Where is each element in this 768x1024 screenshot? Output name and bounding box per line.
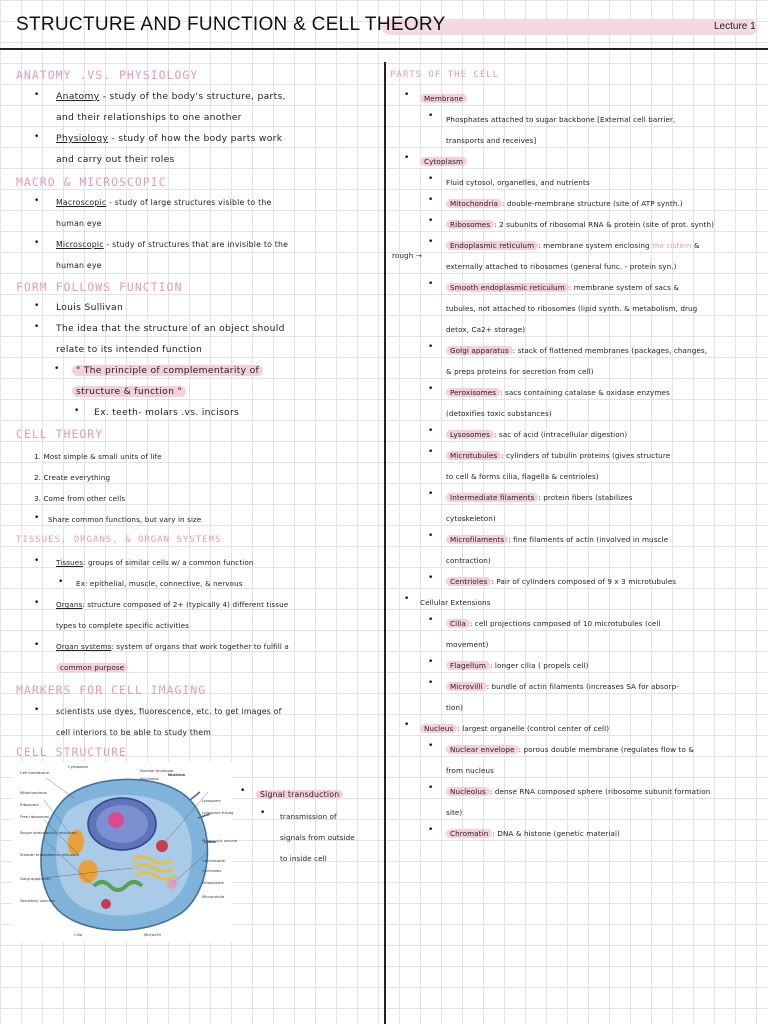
- bullet: •: [428, 447, 434, 457]
- form-heading: FORM FOLLOWS FUNCTION: [16, 280, 183, 294]
- form-quote-2: structure & function ": [72, 386, 186, 397]
- markers-line-2: cell interiors to be able to study them: [56, 728, 212, 737]
- ribo-def: : 2 subunits of ribosomal RNA & protein (site of prot. synth): [494, 220, 715, 229]
- bullet: •: [34, 196, 40, 206]
- lecture-number: Lecture 1: [714, 21, 756, 32]
- bullet: •: [428, 342, 434, 352]
- bullet: •: [428, 426, 434, 436]
- label-nucleus: Nucleus: [168, 772, 185, 777]
- bullet: •: [404, 90, 410, 100]
- bullet: •: [428, 216, 434, 226]
- bullet: •: [428, 678, 434, 688]
- inter-def-1: : protein fibers (stabilizes: [538, 493, 633, 502]
- membrane-def-1: Phosphates attached to sugar backbone [External cell barrier,: [446, 115, 676, 124]
- golgi-line-1: [446, 345, 707, 356]
- ser-def-3: detox, Ca2+ storage): [446, 325, 526, 334]
- er-term: Endoplasmic reticulum: [446, 241, 538, 250]
- cilia-line-1: [446, 618, 661, 629]
- nucleus-term: Nucleus: [420, 724, 457, 733]
- cell-diagram: [12, 762, 238, 942]
- label-smooth-er: Smooth endoplasmic reticulum: [20, 852, 80, 857]
- label-centrosome: Centrosome: [202, 858, 226, 863]
- macro-line-1: [56, 197, 271, 208]
- bullet: •: [240, 786, 246, 796]
- nucleolus-def-2: site): [446, 808, 463, 817]
- tissues-def: : groups of similar cells w/ a common function: [83, 558, 254, 567]
- ser-def-2: tubules, not attached to ribosomes (lipid synth. & metabolism, drug: [446, 304, 698, 313]
- er-cisterns: the cistern: [652, 241, 692, 250]
- bullet: •: [34, 513, 40, 523]
- form-line-4: Ex. teeth- molars .vs. incisors: [94, 407, 240, 418]
- macro-term: Macroscopic: [56, 198, 107, 207]
- organs-def-2: types to complete specific activities: [56, 621, 189, 630]
- label-microvilli: Microvilli: [144, 932, 161, 937]
- nucleus-line: [420, 723, 609, 734]
- markers-heading: MARKERS FOR CELL IMAGING: [16, 683, 207, 697]
- bullet: •: [428, 657, 434, 667]
- bullet: •: [428, 741, 434, 751]
- lyso-term: Lysosomes: [446, 430, 494, 439]
- bullet: •: [428, 174, 434, 184]
- label-nucleolus: Nucleolus: [140, 776, 159, 781]
- flag-term: Flagellum: [446, 661, 490, 670]
- cytoplasm-line: [420, 156, 467, 167]
- bullet: •: [58, 577, 64, 587]
- label-peroxisome: Peroxisome: [202, 880, 224, 885]
- golgi-def-1: : stack of flattened membranes (packages, changes,: [512, 346, 708, 355]
- cilia-term: Cilia: [446, 619, 470, 628]
- microtubules-def-2: to cell & forms cilia, flagella & centrioles): [446, 472, 599, 481]
- label-lysosome: Lysosome: [202, 798, 221, 803]
- er-def-1-end: &: [693, 241, 700, 250]
- cytoplasm-term: Cytoplasm: [420, 157, 467, 166]
- ribo-term: Ribosomes: [446, 220, 494, 229]
- nenv-def-1: : porous double membrane (regulates flow to &: [518, 745, 694, 754]
- golgi-def-2: & preps proteins for secretion from cell): [446, 367, 594, 376]
- macro-def-1: - study of large structures visible to the: [109, 198, 272, 207]
- anatomy-heading: ANATOMY .VS. PHYSIOLOGY: [16, 68, 199, 82]
- form-line-3b: [72, 386, 186, 397]
- signal-line-3: to inside cell: [280, 854, 327, 863]
- flag-def: : longer cilia ( propels cell): [489, 661, 589, 670]
- bullet: •: [404, 153, 410, 163]
- tissues-heading: TISSUES, ORGANS, & ORGAN SYSTEMS: [16, 535, 222, 545]
- markers-line-1: scientists use dyes, fluorescence, etc. to get images of: [56, 707, 282, 716]
- tissues-line: [56, 557, 254, 568]
- perox-def-2: (detoxifies toxic substances): [446, 409, 552, 418]
- bullet: •: [428, 195, 434, 205]
- bullet: •: [34, 598, 40, 608]
- organs-def-1: : structure composed of 2+ (typically 4) different tissue: [82, 600, 289, 609]
- rough-note: rough →: [392, 251, 422, 260]
- er-def-2: externally attached to ribosomes (general func. - protein syn.): [446, 262, 677, 271]
- label-microtubule: Microtubule: [202, 894, 225, 899]
- microtubules-line-1: [446, 450, 670, 461]
- mito-term: Mitochondria: [446, 199, 502, 208]
- tissues-example: Ex: epithelial, muscle, connective, & nervous: [76, 579, 243, 588]
- lyso-line: [446, 429, 627, 440]
- form-quote-1: " The principle of complementarity of: [72, 365, 263, 376]
- organ-systems-def-2: common purpose: [56, 663, 128, 672]
- chromatin-line: [446, 828, 620, 839]
- signal-title: Signal transduction: [256, 790, 343, 799]
- label-lysosome-fusing: Lysosome fusing: [202, 810, 234, 815]
- macro-def-2: human eye: [56, 219, 102, 228]
- nucleolus-line-1: [446, 786, 710, 797]
- physiology-def-1: - study of how the body parts work: [111, 133, 283, 144]
- organ-systems-def-1: : system of organs that work together to fulfill a: [111, 642, 289, 651]
- cytoplasm-def: Fluid cytosol, organelles, and nutrients: [446, 178, 590, 187]
- bullet: •: [404, 720, 410, 730]
- anatomy-def-2: and their relationships to one another: [56, 112, 242, 123]
- bullet: •: [428, 573, 434, 583]
- parts-heading: PARTS OF THE CELL: [390, 70, 500, 80]
- bullet: •: [428, 531, 434, 541]
- label-ribosome: Ribosome: [20, 802, 39, 807]
- micro-def-2: human eye: [56, 261, 102, 270]
- signal-line-1: transmission of: [280, 812, 337, 821]
- microvilli-def-2: tion): [446, 703, 464, 712]
- inter-line-1: [446, 492, 632, 503]
- bullet: •: [34, 238, 40, 248]
- perox-line-1: [446, 387, 670, 398]
- bullet: •: [34, 556, 40, 566]
- nucleus-def: : largest organelle (control center of cell): [457, 724, 610, 733]
- microtubules-term: Microtubules: [446, 451, 501, 460]
- ser-term: Smooth endoplasmic reticulum: [446, 283, 569, 292]
- mito-line: [446, 198, 683, 209]
- vesicle-shape: [101, 899, 111, 909]
- form-line-1: Louis Sullivan: [56, 302, 124, 313]
- form-line-2a: The idea that the structure of an object should: [56, 323, 285, 334]
- bullet: •: [34, 90, 40, 100]
- bullet: •: [428, 783, 434, 793]
- bullet: •: [34, 705, 40, 715]
- ser-line-1: [446, 282, 679, 293]
- chromatin-term: Chromatin: [446, 829, 492, 838]
- label-nuclear-envelope: Nuclear envelope: [140, 768, 174, 773]
- micro-line-1: [56, 239, 288, 250]
- ser-def-1: : membrane system of sacs &: [568, 283, 680, 292]
- form-line-3a: [72, 365, 263, 376]
- organ-systems-line-2: [56, 662, 128, 673]
- anatomy-term: Anatomy: [56, 91, 100, 102]
- bullet: •: [428, 111, 434, 121]
- nucleolus-shape: [108, 812, 124, 828]
- bullet: •: [428, 825, 434, 835]
- microfil-def-1: : fine filaments of actin (involved in muscle: [508, 535, 669, 544]
- bullet: •: [34, 322, 40, 332]
- macro-heading: MACRO & MICROSCOPIC: [16, 175, 167, 189]
- centri-line: [446, 576, 676, 587]
- page-title: STRUCTURE AND FUNCTION & CELL THEORY: [16, 14, 446, 35]
- extensions-heading: Cellular Extensions: [420, 598, 491, 607]
- nenv-def-2: from nucleus: [446, 766, 494, 775]
- micro-def-1: - study of structures that are invisible to the: [106, 240, 289, 249]
- organ-systems-term: Organ systems: [56, 642, 112, 651]
- label-phagocytic-vesicle: Phagocytic vesicle: [202, 838, 238, 843]
- label-rough-er: Rough endoplasmic reticulum: [20, 830, 77, 835]
- label-secretory-vesicles: Secretory vesicles: [20, 898, 55, 903]
- bullet: •: [34, 640, 40, 650]
- page-header: [0, 0, 768, 56]
- membrane-def-2: transports and receives]: [446, 136, 537, 145]
- physiology-def-2: and carry out their roles: [56, 154, 175, 165]
- chromatin-def: : DNA & histone (genetic material): [492, 829, 620, 838]
- cell-theory-3: 3. Come from other cells: [34, 494, 126, 503]
- bullet: •: [428, 279, 434, 289]
- membrane-term: Membrane: [420, 94, 467, 103]
- organs-line-1: [56, 599, 288, 610]
- signal-line-2: signals from outside: [280, 833, 355, 842]
- organ-systems-line-1: [56, 641, 289, 652]
- golgi-term: Golgi apparatus: [446, 346, 513, 355]
- membrane-line: [420, 93, 467, 104]
- form-line-2b: relate to its intended function: [56, 344, 203, 355]
- bullet: •: [34, 301, 40, 311]
- perox-def-1: : sacs containing catalase & oxidase enzymes: [500, 388, 670, 397]
- bullet: •: [54, 364, 60, 374]
- er-def-1: : membrane system enclosing: [538, 241, 650, 250]
- microvilli-line-1: [446, 681, 679, 692]
- centri-term: Centrioles: [446, 577, 491, 586]
- bullet: •: [74, 406, 80, 416]
- bullet: •: [428, 615, 434, 625]
- label-golgi: Golgi apparatus: [20, 876, 51, 881]
- bullet: •: [428, 237, 434, 247]
- ribo-line: [446, 219, 714, 230]
- cell-theory-1: 1. Most simple & small units of life: [34, 452, 162, 461]
- label-cytoplasm: Cytoplasm: [68, 764, 89, 769]
- nenv-line-1: [446, 744, 694, 755]
- label-cell-membrane: Cell membrane: [20, 770, 50, 775]
- cilia-def-2: movement): [446, 640, 489, 649]
- microfil-line-1: [446, 534, 668, 545]
- bullet: •: [404, 594, 410, 604]
- microvilli-def-1: : bundle of actin filaments (increases SA for absorp-: [486, 682, 679, 691]
- bullet: •: [34, 132, 40, 142]
- er-line-1: [446, 240, 700, 251]
- bullet: •: [428, 489, 434, 499]
- microfil-term: Microfilaments: [446, 535, 508, 544]
- anatomy-line-1: [56, 91, 286, 102]
- inter-def-2: cytoskeleton): [446, 514, 496, 523]
- cilia-def-1: : cell projections composed of 10 microtubules (cell: [469, 619, 661, 628]
- physiology-term: Physiology: [56, 133, 109, 144]
- column-divider: [384, 62, 386, 1024]
- anatomy-def-1: - study of the body's structure, parts,: [102, 91, 286, 102]
- nenv-term: Nuclear envelope: [446, 745, 519, 754]
- microfil-def-2: contraction): [446, 556, 491, 565]
- cell-structure-heading: CELL STRUCTURE: [16, 745, 127, 759]
- bullet: •: [260, 808, 266, 818]
- bullet: •: [428, 384, 434, 394]
- nucleolus-def-1: : dense RNA composed sphere (ribosome subunit formation: [489, 787, 711, 796]
- label-cilia: Cilia: [74, 932, 83, 937]
- title-divider: [0, 48, 768, 50]
- label-mitochondrion: Mitochondrion: [20, 790, 48, 795]
- physiology-line-1: [56, 133, 282, 144]
- cell-theory-4: Share common functions, but vary in size: [48, 515, 202, 524]
- lyso-def: : sac of acid (intracellular digestion): [493, 430, 628, 439]
- label-centrioles: Centrioles: [202, 868, 222, 873]
- mito-def: : double-membrane structure (site of ATP synth.): [502, 199, 683, 208]
- cell-theory-heading: CELL THEORY: [16, 427, 104, 441]
- microtubules-def-1: : cylinders of tubulin proteins (gives structure: [501, 451, 671, 460]
- cell-theory-2: 2. Create everything: [34, 473, 111, 482]
- signal-title-line: [256, 789, 343, 800]
- micro-term: Microscopic: [56, 240, 104, 249]
- centri-def: : Pair of cylinders composed of 9 x 3 microtubules: [491, 577, 677, 586]
- tissues-term: Tissues: [56, 558, 84, 567]
- nucleolus-term: Nucleolus: [446, 787, 490, 796]
- organs-term: Organs: [56, 600, 83, 609]
- flag-line: [446, 660, 589, 671]
- perox-term: Peroxisomes: [446, 388, 500, 397]
- label-free-ribosomes: Free ribosomes: [20, 814, 49, 819]
- inter-term: Intermediate filaments: [446, 493, 538, 502]
- microvilli-term: Microvilli: [446, 682, 487, 691]
